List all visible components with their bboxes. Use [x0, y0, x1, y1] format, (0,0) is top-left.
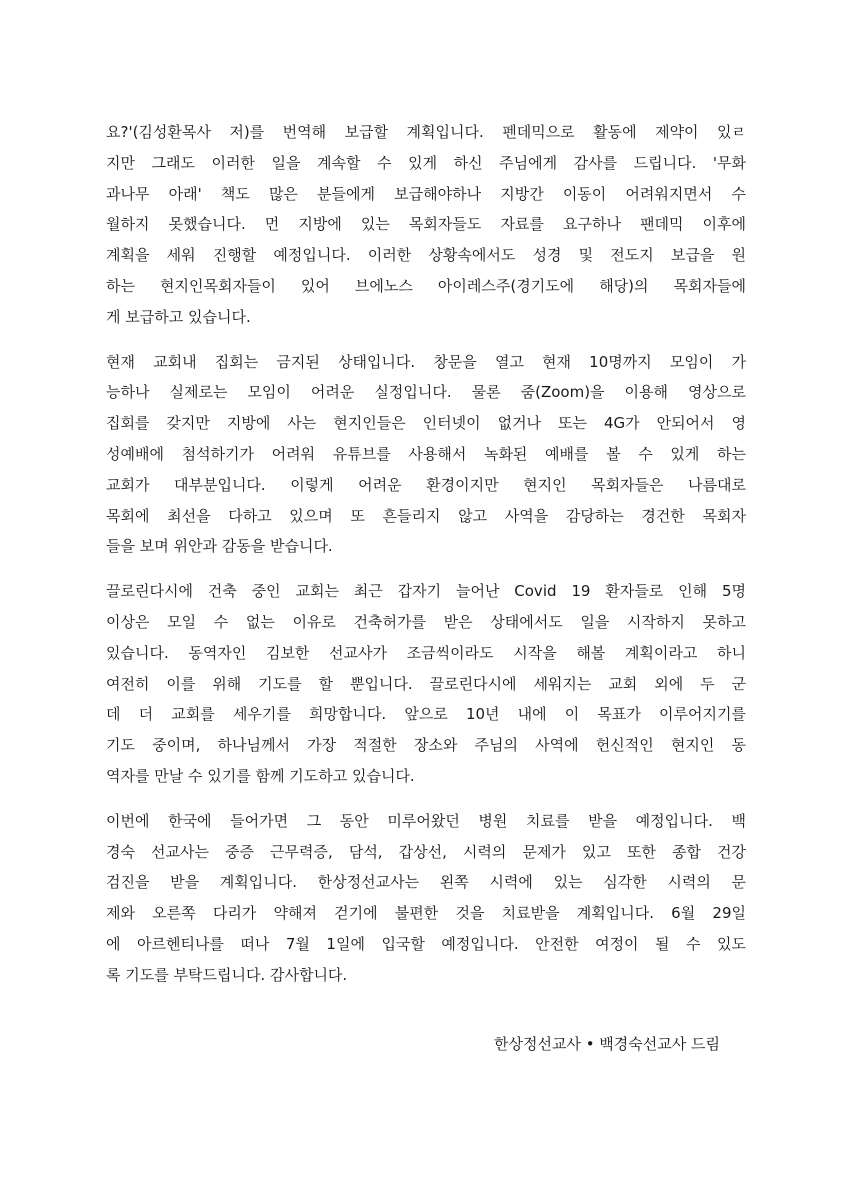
- text-line: 데 더 교회를 세우기를 희망합니다. 앞으로 10년 내에 이 목표가 이루어지기를: [106, 705, 746, 724]
- letter-body: [106, 117, 746, 1005]
- text-line: 성예배에 첨석하기가 어려워 유튜브를 사용해서 녹화된 예배를 볼 수 있게 하는: [106, 444, 746, 463]
- text-line: 끌로린다시에 건축 중인 교회는 최근 갑자기 늘어난 Covid 19 환자들로 인해 5명: [106, 582, 746, 601]
- paragraph-1: [106, 117, 746, 333]
- text-line: 목회에 최선을 다하고 있으며 또 흔들리지 않고 사역을 감당하는 경건한 목회자: [106, 506, 746, 525]
- text-line: 여전히 이를 위해 기도를 할 뿐입니다. 끌로린다시에 세워지는 교회 외에 두 군: [106, 674, 746, 693]
- text-line: 교회가 대부분입니다. 이렇게 어려운 환경이지만 현지인 목회자들은 나름대로: [106, 475, 746, 494]
- text-line: 경숙 선교사는 중증 근무력증, 담석, 갑상선, 시력의 문제가 있고 또한 종합 건강: [106, 842, 746, 861]
- text-line: 이번에 한국에 들어가면 그 동안 미루어왔던 병원 치료를 받을 예정입니다. 백: [106, 811, 746, 830]
- text-line: 에 아르헨티나를 떠나 7월 1일에 입국할 예정입니다. 안전한 여정이 될 수 있도: [106, 934, 746, 953]
- text-line: 현재 교회내 집회는 금지된 상태입니다. 창문을 열고 현재 10명까지 모임이 가: [106, 352, 746, 371]
- text-line: 제와 오른쪽 다리가 약해져 걷기에 불편한 것을 치료받을 계획입니다. 6월 29일: [106, 904, 746, 923]
- text-line: 월하지 못했습니다. 먼 지방에 있는 목회자들도 자료를 요구하나 팬데믹 이후에: [106, 215, 746, 234]
- text-line: 기도 중이며, 하나님께서 가장 적절한 장소와 주님의 사역에 헌신적인 현지인 동: [106, 736, 746, 755]
- text-line: 요?'(김성환목사 저)를 번역해 보급할 계획입니다. 펜데믹으로 활동에 제약이 있ㄹ: [106, 123, 746, 141]
- text-line: 게 보급하고 있습니다.: [106, 307, 251, 326]
- paragraph-2: [106, 347, 746, 563]
- text-line: 록 기도를 부탁드립니다. 감사합니다.: [106, 965, 348, 984]
- text-line: 역자를 만날 수 있기를 함께 기도하고 있습니다.: [106, 766, 415, 785]
- paragraph-4: [106, 806, 746, 991]
- text-line: 과나무 아래' 책도 많은 분들에게 보급해야하나 지방간 이동이 어려워지면서 수: [106, 184, 746, 203]
- text-line: 지만 그래도 이러한 일을 계속할 수 있게 하신 주님에게 감사를 드립니다. '무화: [106, 153, 746, 172]
- text-line: 이상은 모일 수 없는 이유로 건축허가를 받은 상태에서도 일을 시작하지 못하고: [106, 612, 746, 631]
- text-line: 있습니다. 동역자인 김보한 선교사가 조금씩이라도 시작을 해볼 계획이라고 하니: [106, 643, 746, 662]
- text-line: 계획을 세워 진행할 예정입니다. 이러한 상황속에서도 성경 및 전도지 보급을 원: [106, 246, 746, 265]
- paragraph-3: [106, 576, 746, 792]
- text-line: 능하나 실제로는 모임이 어려운 실정입니다. 물론 줌(Zoom)을 이용해 영상으로: [106, 383, 746, 402]
- text-line: 하는 현지인목회자들이 있어 브에노스 아이레스주(경기도에 해당)의 목회자들에: [106, 276, 746, 295]
- text-line: 집회를 갖지만 지방에 사는 현지인들은 인터넷이 없거나 또는 4G가 안되어서 영: [106, 414, 746, 433]
- signature-line: 한상정선교사 • 백경숙선교사 드림: [493, 1035, 720, 1053]
- text-line: 들을 보며 위안과 감동을 받습니다.: [106, 537, 333, 556]
- text-line: 검진을 받을 계획입니다. 한상정선교사는 왼쪽 시력에 있는 심각한 시력의 문: [106, 873, 746, 892]
